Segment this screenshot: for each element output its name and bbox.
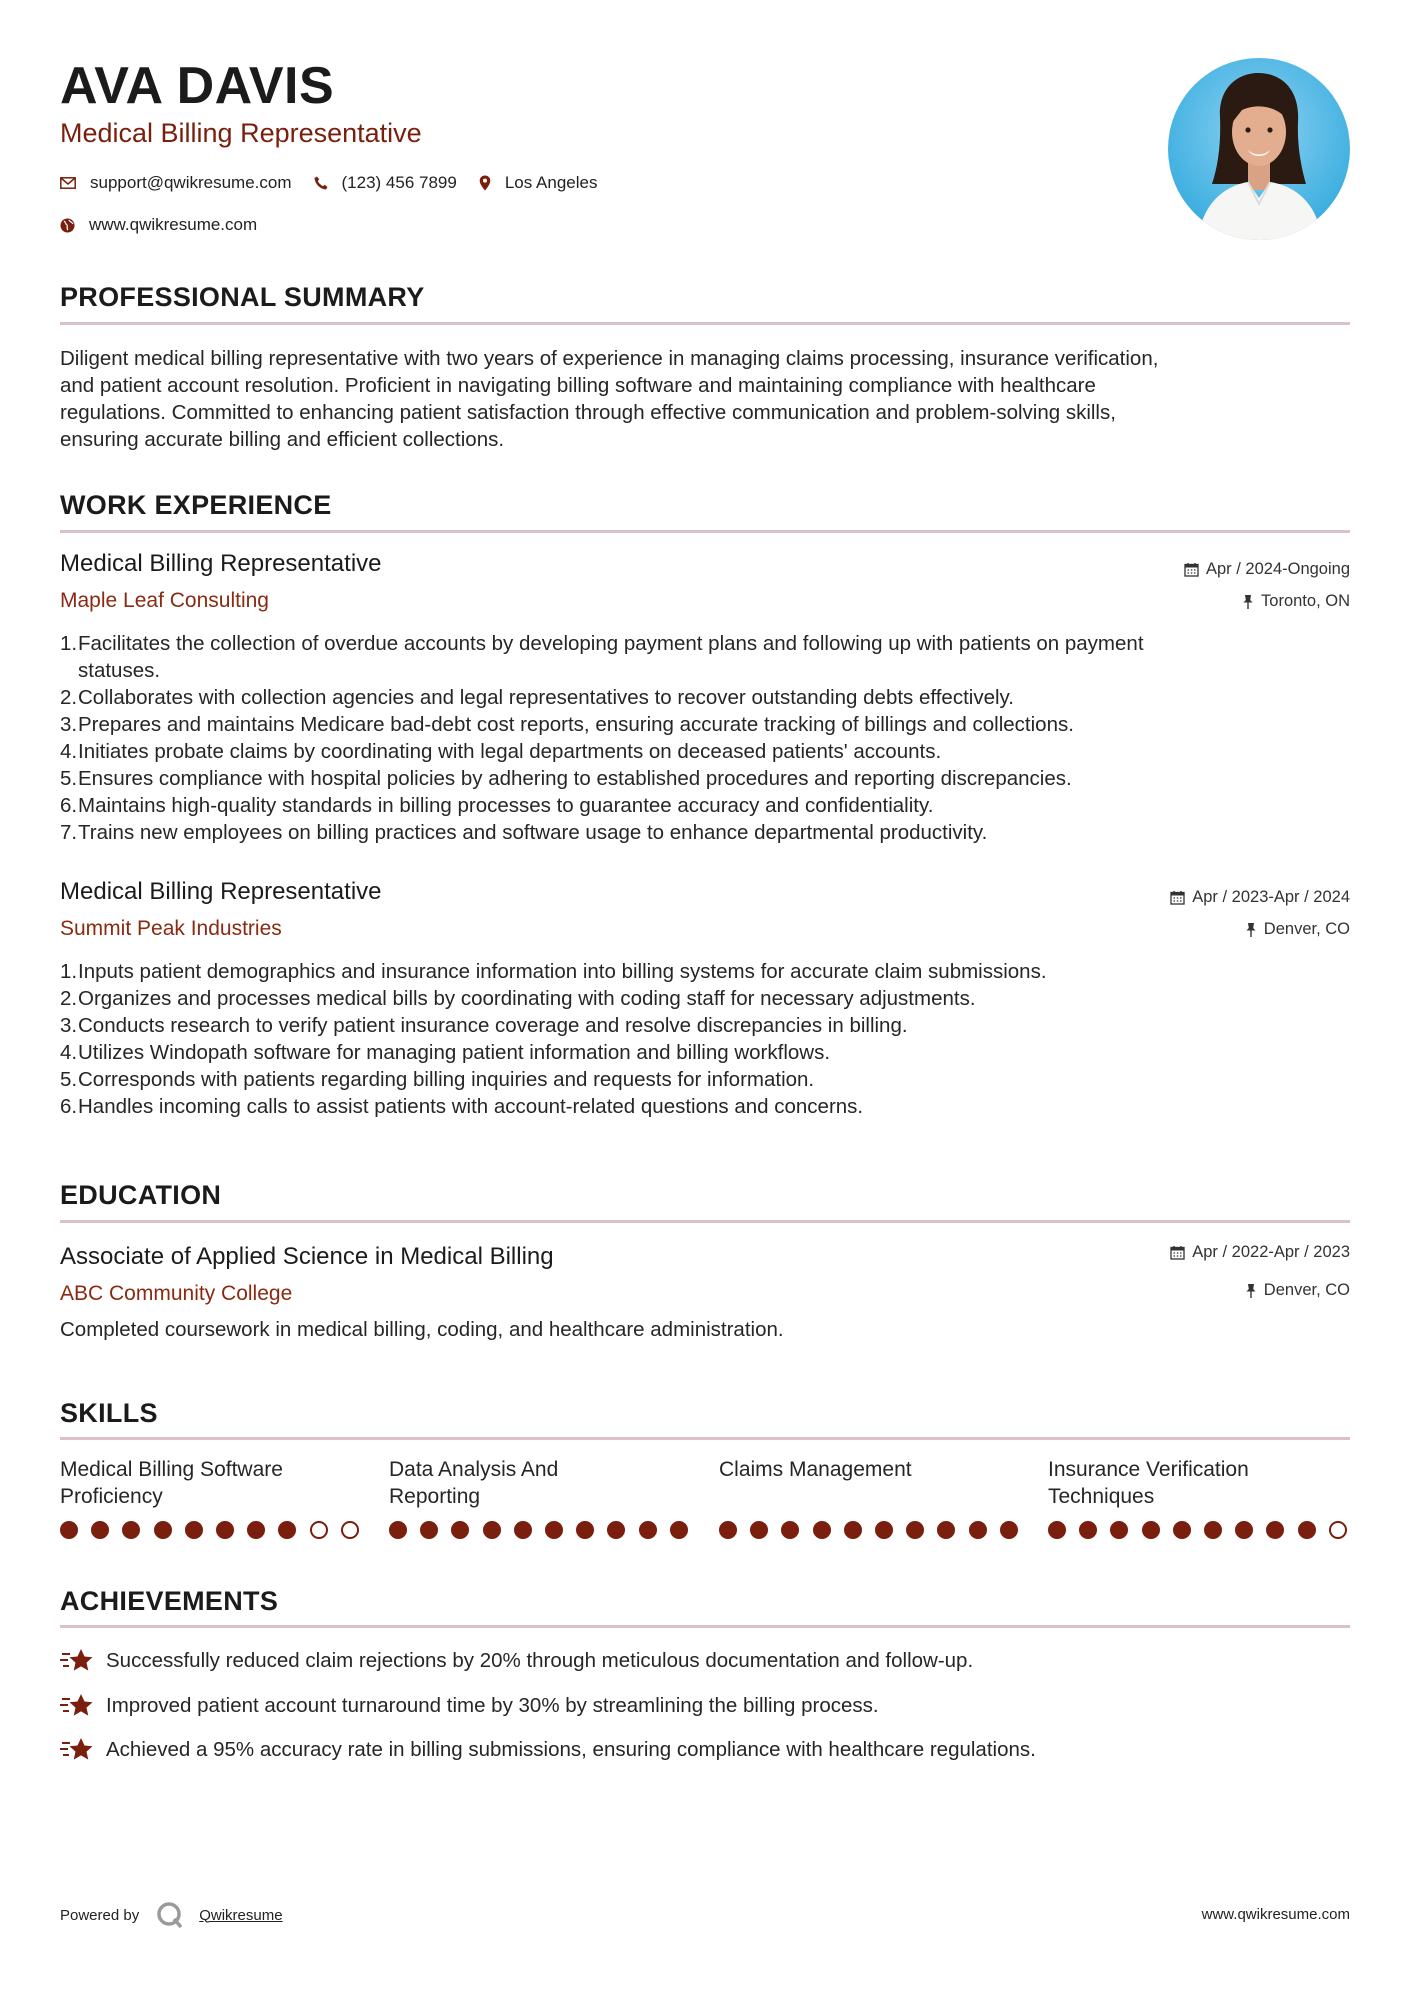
rating-dot-filled	[969, 1521, 987, 1539]
rating-dot-empty	[1329, 1521, 1347, 1539]
qwikresume-logo-icon	[155, 1900, 185, 1930]
globe-icon	[60, 218, 75, 233]
summary-line: regulations. Committed to enhancing patient satisfaction through effective communication and problem-solving skills,	[60, 401, 1116, 424]
list-item: 4. Initiates probate claims by coordinating with legal departments on deceased patients' accounts.	[60, 740, 942, 763]
rating-dot-filled	[576, 1521, 594, 1539]
rating-dot-filled	[607, 1521, 625, 1539]
summary-line: and patient account resolution. Proficient in navigating billing software and maintaining compliance with healthcare	[60, 374, 1096, 397]
pushpin-icon	[1245, 1283, 1257, 1299]
list-item: statuses.	[78, 659, 161, 682]
job-place-text: Toronto, ON	[1261, 592, 1350, 610]
envelope-icon	[60, 177, 76, 189]
achievements-divider	[60, 1625, 1350, 1628]
rating-dot-filled	[185, 1521, 203, 1539]
list-item: 2. Collaborates with collection agencies and legal representatives to recover outstanding debts effectively.	[60, 686, 1014, 709]
list-item: 1. Inputs patient demographics and insurance information into billing systems for accurate claim submissions.	[60, 960, 1047, 983]
education-heading: EDUCATION	[60, 1180, 222, 1210]
summary-heading: PROFESSIONAL SUMMARY	[60, 282, 425, 312]
skill-rating	[1048, 1521, 1360, 1539]
rating-dot-filled	[719, 1521, 737, 1539]
location-item	[479, 173, 598, 193]
location-text: Los Angeles	[504, 173, 598, 192]
education-place	[1245, 1281, 1350, 1300]
achievement-text: Achieved a 95% accuracy rate in billing submissions, ensuring compliance with healthcare regulations.	[106, 1738, 1036, 1761]
skill-item	[719, 1456, 1019, 1512]
email-text: support@qwikresume.com	[90, 173, 292, 192]
rating-dot-filled	[937, 1521, 955, 1539]
profile-photo	[1168, 58, 1350, 240]
rating-dot-filled	[1298, 1521, 1316, 1539]
website-text: www.qwikresume.com	[89, 215, 258, 234]
job-place-text: Denver, CO	[1263, 920, 1350, 938]
summary-divider	[60, 322, 1350, 325]
map-pin-icon	[479, 175, 491, 191]
rating-dot-filled	[389, 1521, 407, 1539]
job-company: Maple Leaf Consulting	[60, 589, 269, 612]
pushpin-icon	[1242, 594, 1254, 610]
job-bullets	[60, 958, 1350, 1120]
phone-text: (123) 456 7899	[341, 173, 457, 192]
skill-name: Claims Management	[719, 1458, 912, 1481]
rating-dot-filled	[247, 1521, 265, 1539]
email-item[interactable]	[60, 173, 292, 193]
experience-divider	[60, 530, 1350, 533]
rating-dot-filled	[1204, 1521, 1222, 1539]
experience-heading: WORK EXPERIENCE	[60, 490, 332, 520]
star-award-icon	[60, 1648, 94, 1674]
degree-title: Associate of Applied Science in Medical Billing	[60, 1243, 554, 1270]
list-item: 3. Conducts research to verify patient insurance coverage and resolve discrepancies in billing.	[60, 1014, 908, 1037]
contact-row-2	[60, 215, 279, 235]
rating-dot-filled	[813, 1521, 831, 1539]
list-item: 1. Facilitates the collection of overdue accounts by developing payment plans and following up with patients on payment	[60, 632, 1144, 655]
summary-text	[60, 345, 1350, 453]
skills-heading: SKILLS	[60, 1398, 158, 1428]
rating-dot-filled	[154, 1521, 172, 1539]
phone-icon	[314, 176, 328, 190]
skill-item	[389, 1456, 689, 1512]
rating-dot-filled	[906, 1521, 924, 1539]
skill-name: Data Analysis And Reporting	[389, 1458, 559, 1508]
achievement-text: Improved patient account turnaround time by 30% by streamlining the billing process.	[106, 1694, 879, 1717]
job-place	[1242, 592, 1350, 611]
list-item: 6. Maintains high-quality standards in billing processes to guarantee accuracy and confidentiality.	[60, 794, 934, 817]
achievements-heading: ACHIEVEMENTS	[60, 1586, 279, 1616]
job-title: Medical Billing Representative	[60, 878, 382, 905]
education-divider	[60, 1220, 1350, 1223]
rating-dot-filled	[875, 1521, 893, 1539]
skill-rating	[719, 1521, 1031, 1539]
rating-dot-filled	[844, 1521, 862, 1539]
rating-dot-filled	[483, 1521, 501, 1539]
star-award-icon	[60, 1693, 94, 1719]
rating-dot-filled	[1173, 1521, 1191, 1539]
rating-dot-filled	[781, 1521, 799, 1539]
job-title: Medical Billing Representative	[60, 550, 382, 577]
rating-dot-filled	[750, 1521, 768, 1539]
list-item: 2. Organizes and processes medical bills by coordinating with coding staff for necessary adjustments.	[60, 987, 976, 1010]
list-item: 6. Handles incoming calls to assist patients with account-related questions and concerns.	[60, 1095, 864, 1118]
rating-dot-empty	[310, 1521, 328, 1539]
skill-item	[60, 1456, 360, 1512]
rating-dot-filled	[514, 1521, 532, 1539]
rating-dot-filled	[1048, 1521, 1066, 1539]
star-award-icon	[60, 1737, 94, 1763]
list-item: 5. Corresponds with patients regarding billing inquiries and requests for information.	[60, 1068, 815, 1091]
job-date	[1184, 560, 1350, 579]
summary-line: ensuring accurate billing and efficient collections.	[60, 428, 505, 451]
skills-divider	[60, 1437, 1350, 1440]
calendar-icon	[1184, 562, 1199, 577]
rating-dot-filled	[216, 1521, 234, 1539]
job-place	[1245, 920, 1350, 939]
contact-row-1	[60, 173, 619, 193]
list-item: 4. Utilizes Windopath software for managing patient information and billing workflows.	[60, 1041, 831, 1064]
school-name: ABC Community College	[60, 1282, 293, 1305]
profile-avatar-illustration	[1168, 58, 1350, 240]
achievement-text: Successfully reduced claim rejections by 20% through meticulous documentation and follow-up.	[106, 1649, 974, 1672]
rating-dot-filled	[122, 1521, 140, 1539]
phone-item[interactable]	[314, 173, 457, 193]
list-item: 5. Ensures compliance with hospital policies by adhering to established procedures and reporting discrepancies.	[60, 767, 1072, 790]
calendar-icon	[1170, 890, 1185, 905]
achievement-item	[60, 1648, 973, 1674]
footer-website[interactable]: www.qwikresume.com	[1201, 1906, 1350, 1923]
list-item: 3. Prepares and maintains Medicare bad-debt cost reports, ensuring accurate tracking of billings and collections.	[60, 713, 1074, 736]
calendar-icon	[1170, 1245, 1185, 1260]
rating-dot-filled	[420, 1521, 438, 1539]
rating-dot-filled	[1000, 1521, 1018, 1539]
candidate-title: Medical Billing Representative	[60, 118, 422, 148]
rating-dot-filled	[451, 1521, 469, 1539]
skill-item	[1048, 1456, 1348, 1512]
education-date-text: Apr / 2022-Apr / 2023	[1192, 1243, 1350, 1261]
rating-dot-filled	[545, 1521, 563, 1539]
skill-name: Medical Billing Software Proficiency	[60, 1458, 283, 1508]
skill-name: Insurance Verification Techniques	[1048, 1458, 1249, 1508]
education-place-text: Denver, CO	[1263, 1281, 1350, 1299]
job-date	[1170, 888, 1350, 907]
summary-line: Diligent medical billing representative with two years of experience in managing claims processing, insurance verification,	[60, 347, 1159, 370]
job-bullets	[60, 630, 1350, 846]
achievement-item	[60, 1693, 879, 1719]
achievement-item	[60, 1737, 1036, 1763]
skill-rating	[60, 1521, 372, 1539]
rating-dot-filled	[670, 1521, 688, 1539]
footer-powered-by	[60, 1900, 283, 1930]
job-date-text: Apr / 2024-Ongoing	[1205, 560, 1350, 578]
list-item: 7. Trains new employees on billing practices and software usage to enhance departmental productivity.	[60, 821, 988, 844]
rating-dot-filled	[278, 1521, 296, 1539]
rating-dot-filled	[1266, 1521, 1284, 1539]
skill-rating	[389, 1521, 701, 1539]
education-date	[1170, 1243, 1350, 1262]
rating-dot-filled	[1235, 1521, 1253, 1539]
website-item[interactable]	[60, 215, 257, 235]
rating-dot-filled	[1110, 1521, 1128, 1539]
job-company: Summit Peak Industries	[60, 917, 282, 940]
rating-dot-filled	[60, 1521, 78, 1539]
rating-dot-empty	[341, 1521, 359, 1539]
rating-dot-filled	[91, 1521, 109, 1539]
rating-dot-filled	[1142, 1521, 1160, 1539]
rating-dot-filled	[639, 1521, 657, 1539]
candidate-name: AVA DAVIS	[60, 57, 335, 115]
powered-by-label: Powered by	[60, 1906, 140, 1924]
brand-link[interactable]: Qwikresume	[199, 1906, 283, 1924]
education-description: Completed coursework in medical billing, coding, and healthcare administration.	[60, 1318, 784, 1341]
pushpin-icon	[1245, 922, 1257, 938]
rating-dot-filled	[1079, 1521, 1097, 1539]
job-date-text: Apr / 2023-Apr / 2024	[1192, 888, 1350, 906]
